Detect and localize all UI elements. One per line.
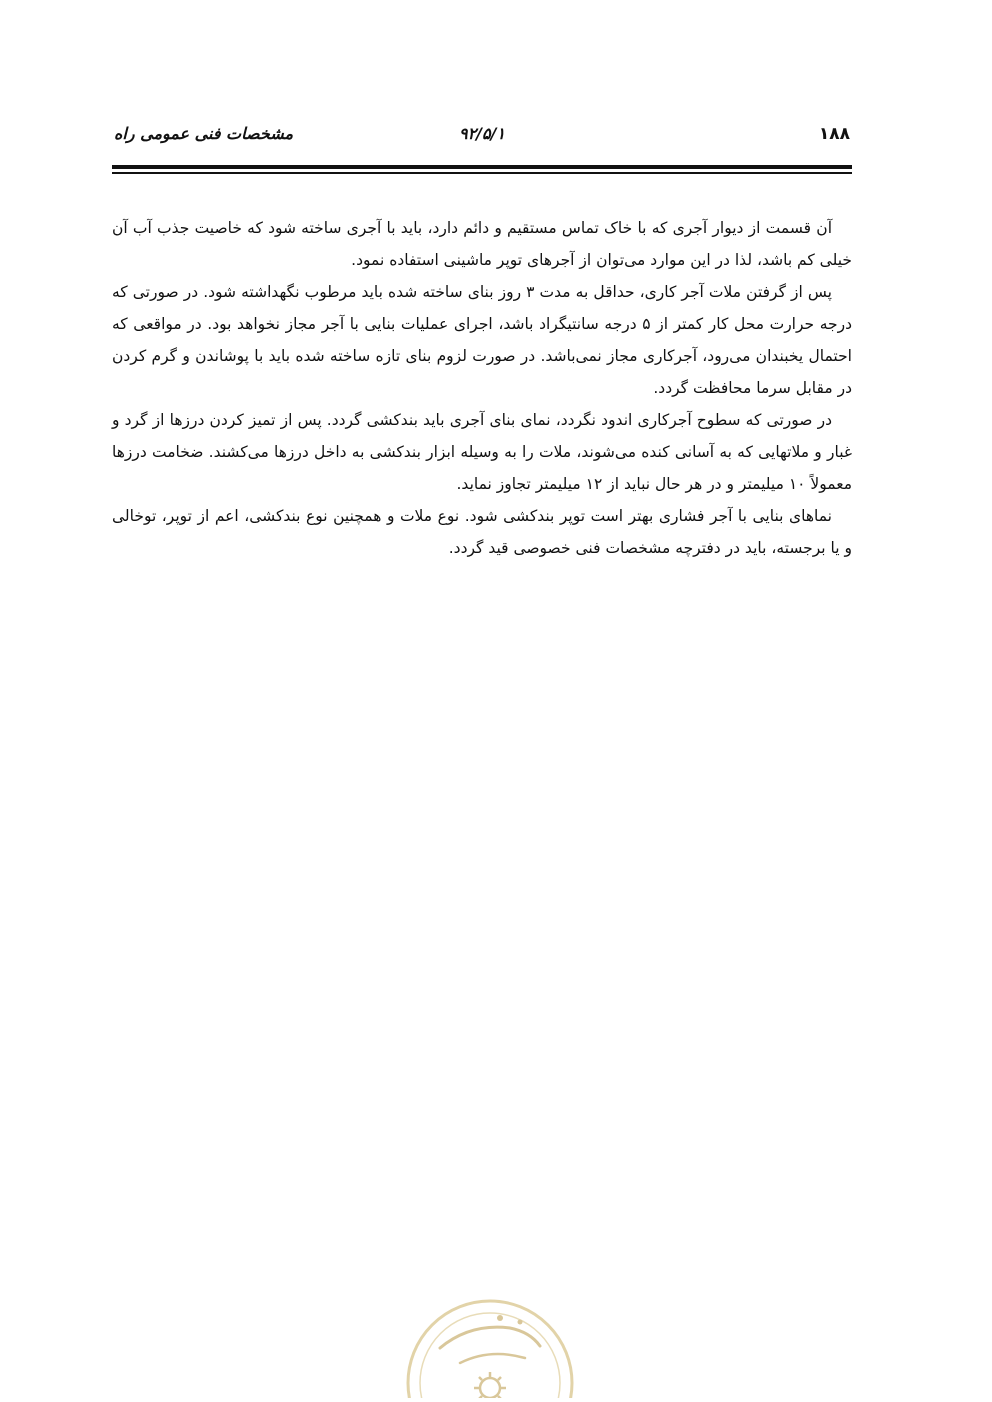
paragraph-4: نماهای بنایی با آجر فشاری بهتر است توپر بندکشی شود. نوع ملات و همچنین نوع بندکشی، اعم از توپر، توخالی و یا برجسته، باید در دفترچه مشخصات فنی خصوصی قید گردد.	[112, 507, 852, 557]
header-rule-thin	[112, 172, 852, 174]
page-number: ۱۸۸	[818, 124, 850, 144]
paragraph-3: در صورتی که سطوح آجرکاری اندود نگردد، نمای بنای آجری باید بندکشی گردد. پس از تمیز کردن درزها از گرد و غبار و ملاتهایی که به آسانی کنده می‌شوند، ملات را به وسیله ابزار بندکشی به داخل درزها می‌کشند. ضخامت درزها معمولاً ۱۰ میلیمتر و در هر حال نباید از ۱۲ میلیمتر تجاوز نماید.	[112, 411, 852, 493]
paragraph-2: پس از گرفتن ملات آجر کاری، حداقل به مدت ۳ روز بنای ساخته شده باید مرطوب نگهداشته شود. در صورتی که درجه حرارت محل کار کمتر از ۵ درجه سانتیگراد باشد، اجرای عملیات بنایی با آجر مجاز نخواهد بود. در مواقعی که احتمال یخبندان می‌رود، آجرکاری مجاز نمی‌باشد. در صورت لزوم بنای تازه ساخته شده باید با پوشاندن و گرم کردن در مقابل سرما محافظت گردد.	[112, 283, 852, 397]
header-rule-thick	[112, 165, 852, 169]
body-text	[112, 212, 852, 564]
watermark-seal-icon	[400, 1288, 580, 1398]
paragraph-1: آن قسمت از دیوار آجری که با خاک تماس مستقیم و دائم دارد، باید با آجری ساخته شود که خاصیت جذب آب آن خیلی کم باشد، لذا در این موارد می‌توان از آجرهای توپر ماشینی استفاده نمود.	[112, 219, 852, 269]
book-title: مشخصات فنی عمومی راه	[114, 124, 294, 143]
edition-date: ۹۲/۵/۱	[458, 124, 506, 143]
page-header	[112, 124, 852, 158]
watermark-logo	[400, 1288, 580, 1398]
